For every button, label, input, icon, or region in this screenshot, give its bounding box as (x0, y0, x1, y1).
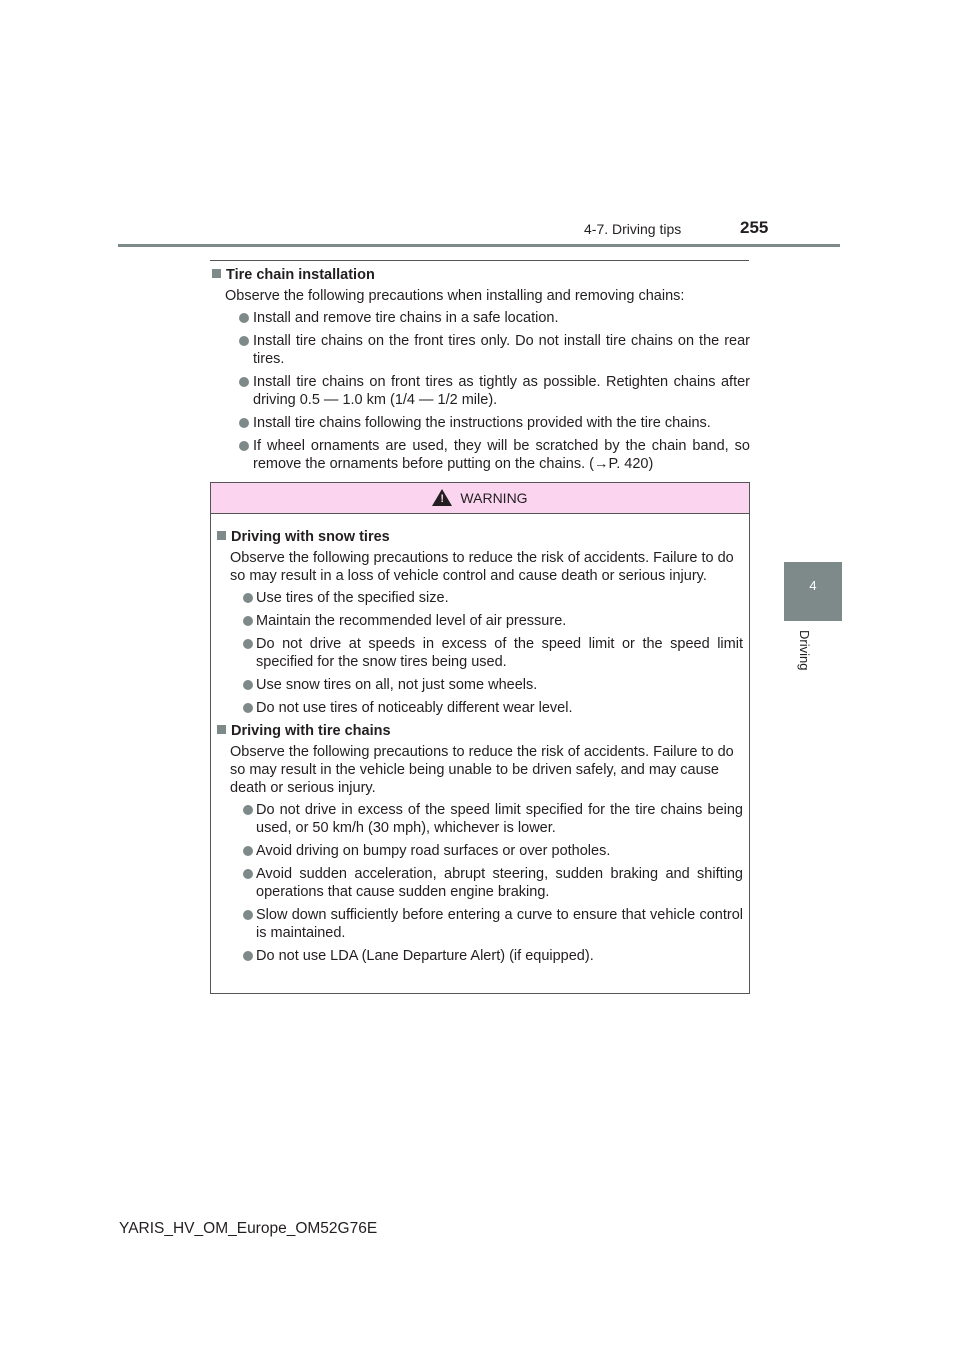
bullet-dot-icon (239, 377, 249, 387)
bullet-dot-icon (239, 441, 249, 451)
list-item: Install and remove tire chains in a safe location. (225, 309, 750, 327)
list-item: Use snow tires on all, not just some wheels. (230, 676, 743, 694)
square-bullet-icon (217, 725, 226, 734)
bullet-dot-icon (243, 616, 253, 626)
bullet-dot-icon (239, 336, 249, 346)
tire-chains-heading: Driving with tire chains (217, 722, 743, 740)
bullet-dot-icon (243, 703, 253, 713)
square-bullet-icon (212, 269, 221, 278)
list-item: Do not use tires of noticeably different wear level. (230, 699, 743, 717)
list-item: Slow down sufficiently before entering a curve to ensure that vehicle control is maintained. (230, 906, 743, 942)
content-top-divider (210, 260, 749, 261)
list-item: Maintain the recommended level of air pressure. (230, 612, 743, 630)
list-item: Do not drive in excess of the speed limit specified for the tire chains being used, or 50 km/h (30 mph), whichever is lower. (230, 801, 743, 837)
list-item: Install tire chains on the front tires only. Do not install tire chains on the rear tires. (225, 332, 750, 368)
snow-tires-heading: Driving with snow tires (217, 528, 743, 546)
list-item: If wheel ornaments are used, they will be scratched by the chain band, so remove the ornaments before putting on the chains. (→P. 420) (225, 437, 750, 473)
bullet-dot-icon (243, 593, 253, 603)
list-item: Use tires of the specified size. (230, 589, 743, 607)
tire-chain-section (210, 266, 750, 478)
chapter-tab (784, 562, 842, 621)
tire-chains-intro: Observe the following precautions to reduce the risk of accidents. Failure to do so may result in the vehicle being unable to be driven safely, and may cause death or serious injury. (230, 744, 734, 796)
list-item: Install tire chains following the instructions provided with the tire chains. (225, 414, 750, 432)
warning-box (210, 482, 750, 994)
bullet-dot-icon (243, 680, 253, 690)
tire-chain-title: Tire chain installation (226, 267, 375, 283)
warning-header (211, 483, 749, 514)
section-title: 4-7. Driving tips (584, 221, 682, 237)
square-bullet-icon (217, 531, 226, 540)
bullet-dot-icon (243, 869, 253, 879)
snow-tires-intro: Observe the following precautions to reduce the risk of accidents. Failure to do so may result in a loss of vehicle control and cause death or serious injury. (230, 550, 734, 584)
bullet-dot-icon (243, 846, 253, 856)
bullet-dot-icon (243, 639, 253, 649)
bullet-dot-icon (243, 805, 253, 815)
header-divider (118, 244, 840, 247)
bullet-dot-icon (243, 910, 253, 920)
bullet-dot-icon (243, 951, 253, 961)
bullet-dot-icon (239, 313, 249, 323)
tire-chain-intro: Observe the following precautions when installing and removing chains: (225, 288, 685, 304)
list-item: Do not drive at speeds in excess of the speed limit or the speed limit specified for the snow tires being used. (230, 635, 743, 671)
document-code: YARIS_HV_OM_Europe_OM52G76E (119, 1220, 378, 1237)
chapter-number: 4 (809, 578, 817, 593)
chapter-label: Driving (797, 630, 812, 671)
warning-body (211, 514, 749, 965)
warning-label: WARNING (460, 490, 528, 506)
list-item: Do not use LDA (Lane Departure Alert) (if equipped). (230, 947, 743, 965)
list-item: Avoid sudden acceleration, abrupt steering, sudden braking and shifting operations that cause sudden engine braking. (230, 865, 743, 901)
list-item: Install tire chains on front tires as tightly as possible. Retighten chains after driving 0.5 — 1.0 km (1/4 — 1/2 mile). (225, 373, 750, 409)
tire-chain-heading (212, 266, 750, 284)
list-item: Avoid driving on bumpy road surfaces or over potholes. (230, 842, 743, 860)
warning-triangle-icon (432, 489, 452, 506)
page-number: 255 (740, 218, 769, 237)
bullet-dot-icon (239, 418, 249, 428)
